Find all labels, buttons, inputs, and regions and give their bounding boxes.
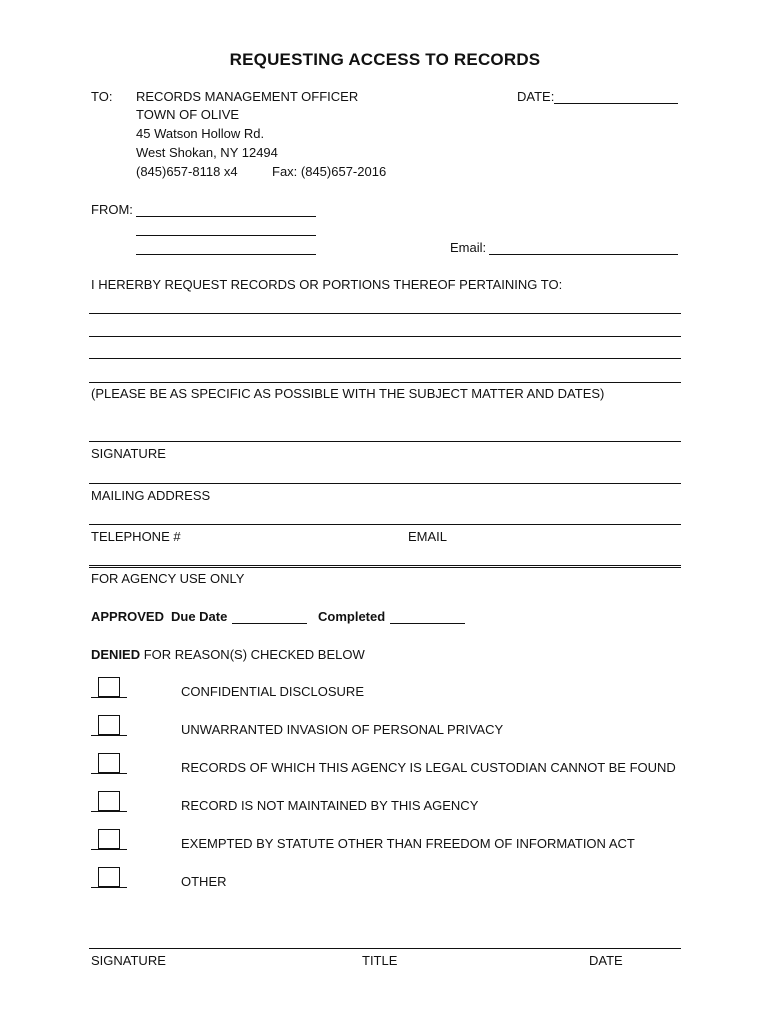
from-field-line-2[interactable]	[136, 235, 316, 236]
agency-date-label: DATE	[589, 953, 623, 968]
requester-email-label: EMAIL	[408, 529, 448, 544]
reason-checkbox-other[interactable]	[98, 867, 120, 887]
denied-text: FOR REASON(S) CHECKED BELOW	[140, 647, 365, 662]
reason-label-not-maintained: RECORD IS NOT MAINTAINED BY THIS AGENCY	[181, 798, 479, 813]
due-date-field[interactable]	[232, 623, 307, 624]
approved-label: APPROVED	[91, 609, 164, 624]
due-date-label: Due Date	[171, 609, 228, 624]
from-field-line-1[interactable]	[136, 216, 316, 217]
signature-label: SIGNATURE	[91, 446, 166, 461]
mailing-address-label: MAILING ADDRESS	[91, 488, 211, 503]
mailing-address-line[interactable]	[89, 483, 681, 484]
reason-checkbox-confidential[interactable]	[98, 677, 120, 697]
form-title: REQUESTING ACCESS TO RECORDS	[229, 50, 541, 69]
reason-checkbox-exempted[interactable]	[98, 829, 120, 849]
completed-label: Completed	[318, 609, 386, 624]
reason-label-privacy: UNWARRANTED INVASION OF PERSONAL PRIVACY	[181, 722, 504, 737]
to-line-city: West Shokan, NY 12494	[136, 145, 278, 160]
request-line-3[interactable]	[89, 358, 681, 359]
date-label: DATE:	[517, 89, 555, 104]
reason-checkbox-baseline	[91, 887, 127, 888]
reason-checkbox-privacy[interactable]	[98, 715, 120, 735]
to-line-phone: (845)657-8118 x4	[136, 164, 238, 179]
request-line-1[interactable]	[89, 313, 681, 314]
agency-title-label: TITLE	[362, 953, 398, 968]
completed-field[interactable]	[390, 623, 465, 624]
email-field[interactable]	[489, 254, 678, 255]
agency-heading: FOR AGENCY USE ONLY	[91, 571, 245, 586]
denied-heading	[91, 647, 365, 662]
telephone-email-line[interactable]	[89, 524, 681, 525]
request-line-2[interactable]	[89, 336, 681, 337]
reason-checkbox-not-maintained[interactable]	[98, 791, 120, 811]
to-line-officer: RECORDS MANAGEMENT OFFICER	[136, 89, 359, 104]
to-line-fax: Fax: (845)657-2016	[272, 164, 387, 179]
reason-checkbox-baseline	[91, 849, 127, 850]
to-line-town: TOWN OF OLIVE	[136, 107, 240, 122]
reason-label-not-found: RECORDS OF WHICH THIS AGENCY IS LEGAL CUSTODIAN CANNOT BE FOUND	[181, 760, 676, 775]
email-label: Email:	[450, 240, 487, 255]
agency-signature-line[interactable]	[89, 948, 681, 949]
signature-line[interactable]	[89, 441, 681, 442]
date-field[interactable]	[554, 103, 678, 104]
request-line-4[interactable]	[89, 382, 681, 383]
reason-checkbox-baseline	[91, 735, 127, 736]
reason-label-confidential: CONFIDENTIAL DISCLOSURE	[181, 684, 364, 699]
reason-checkbox-baseline	[91, 773, 127, 774]
to-line-street: 45 Watson Hollow Rd.	[136, 126, 265, 141]
reason-checkbox-not-found[interactable]	[98, 753, 120, 773]
telephone-label: TELEPHONE #	[91, 529, 181, 544]
request-note: (PLEASE BE AS SPECIFIC AS POSSIBLE WITH THE SUBJECT MATTER AND DATES)	[91, 386, 605, 401]
from-field-line-3[interactable]	[136, 254, 316, 255]
from-label: FROM:	[91, 202, 133, 217]
reason-label-exempted: EXEMPTED BY STATUTE OTHER THAN FREEDOM OF INFORMATION ACT	[181, 836, 635, 851]
reason-label-other: OTHER	[181, 874, 227, 889]
to-label: TO:	[91, 89, 113, 104]
agency-signature-label: SIGNATURE	[91, 953, 166, 968]
agency-divider	[89, 565, 681, 568]
denied-label: DENIED	[91, 647, 141, 662]
reason-checkbox-baseline	[91, 811, 127, 812]
request-statement: I HERERBY REQUEST RECORDS OR PORTIONS THEREOF PERTAINING TO:	[91, 277, 563, 292]
reason-checkbox-baseline	[91, 697, 127, 698]
